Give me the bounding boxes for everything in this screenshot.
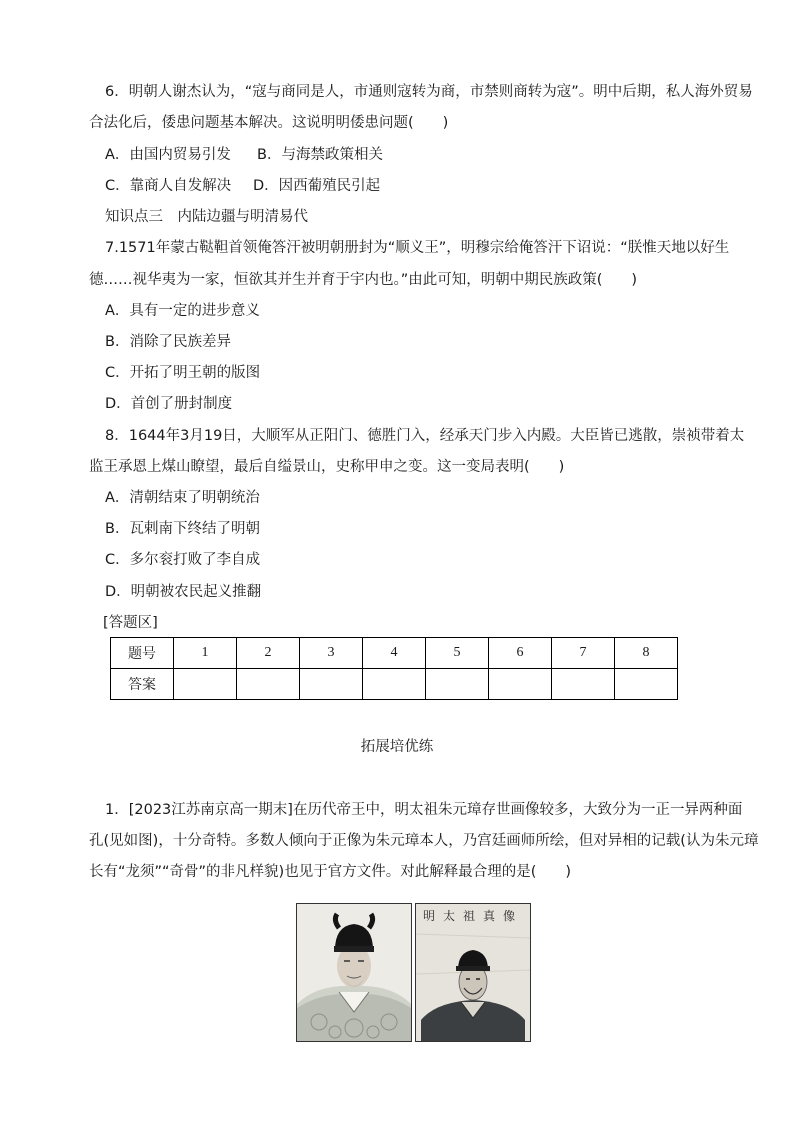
answer-header: 答案: [111, 669, 174, 700]
q7-option-b[interactable]: B．消除了民族差异: [105, 334, 231, 350]
portrait-caption: 明太祖真像: [422, 909, 523, 923]
question-number-cell: 1: [174, 638, 237, 669]
answer-table-row-answers: [111, 669, 678, 700]
answer-cell[interactable]: [363, 669, 426, 700]
q6-options-row2: [105, 176, 380, 196]
question-number-header: 题号: [111, 638, 174, 669]
extension-section-title: 拓展培优练: [360, 739, 434, 755]
question-number-cell: 2: [237, 638, 300, 669]
q8-stem-line1: 8．1644年3月19日，大顺军从正阳门、德胜门入，经承天门步入内殿。大臣皆已逃散，崇祯带着太: [105, 428, 745, 444]
q8-option-b[interactable]: B．瓦剌南下终结了明朝: [105, 521, 260, 537]
question-number-cell: 8: [615, 638, 678, 669]
answer-cell[interactable]: [489, 669, 552, 700]
q7-stem-line2: 德……视华夷为一家，恒欲其并生并育于宇内也。”由此可知，明朝中期民族政策( ): [89, 272, 638, 288]
q7-option-d[interactable]: D．首创了册封制度: [105, 396, 233, 412]
answer-cell[interactable]: [174, 669, 237, 700]
answer-cell[interactable]: [426, 669, 489, 700]
q6-options-row1: [105, 145, 383, 165]
q7-stem-line1: 7.1571年蒙古鞑靼首领俺答汗被明朝册封为“顺义王”，明穆宗给俺答汗下诏说：“朕惟天地以好生: [105, 240, 730, 256]
q6-option-b[interactable]: B．与海禁政策相关: [257, 147, 383, 163]
question-number-cell: 6: [489, 638, 552, 669]
section-heading: 知识点三 内陆边疆与明清易代: [105, 209, 308, 225]
ext-q1-stem-line2: 孔(见如图)，十分奇特。多数人倾向于正像为朱元璋本人，乃宫廷画师所绘，但对异相的记载(认为朱元璋: [89, 833, 759, 849]
q6-option-c[interactable]: C．靠商人自发解决: [105, 178, 232, 194]
ext-q1-stem-line3: 长有“龙须”“奇骨”的非凡样貌)也见于官方文件。对此解释最合理的是( ): [89, 864, 572, 880]
answer-cell[interactable]: [615, 669, 678, 700]
question-number-cell: 4: [363, 638, 426, 669]
answer-area-label: [答题区]: [103, 615, 158, 631]
answer-cell[interactable]: [300, 669, 363, 700]
portrait-unusual-image: [415, 903, 531, 1042]
q6-stem-line2: 合法化后，倭患问题基本解决。这说明明倭患问题( ): [89, 115, 449, 131]
q7-option-c[interactable]: C．开拓了明王朝的版图: [105, 365, 261, 381]
question-number-cell: 3: [300, 638, 363, 669]
ext-q1-stem-line1: 1．[2023江苏南京高一期末]在历代帝王中，明太祖朱元璋存世画像较多，大致分为一正一异两种面: [105, 802, 743, 818]
answer-table-row-numbers: [111, 638, 678, 669]
portrait-standard-image: [296, 903, 412, 1042]
q7-option-a[interactable]: A．具有一定的进步意义: [105, 303, 260, 319]
q8-stem-line2: 监王承恩上煤山瞭望，最后自缢景山，史称甲申之变。这一变局表明( ): [89, 459, 565, 475]
question-number-cell: 5: [426, 638, 489, 669]
q8-option-a[interactable]: A．清朝结束了明朝统治: [105, 490, 260, 506]
answer-cell[interactable]: [552, 669, 615, 700]
answer-table: [110, 637, 678, 700]
answer-cell[interactable]: [237, 669, 300, 700]
q6-option-d[interactable]: D．因西葡殖民引起: [253, 178, 381, 194]
q8-option-c[interactable]: C．多尔衮打败了李自成: [105, 552, 261, 568]
question-number-cell: 7: [552, 638, 615, 669]
q6-stem-line1: 6．明朝人谢杰认为，“寇与商同是人，市通则寇转为商，市禁则商转为寇”。明中后期，私人海外贸易: [105, 84, 753, 100]
q6-option-a[interactable]: A．由国内贸易引发: [105, 147, 231, 163]
q8-option-d[interactable]: D．明朝被农民起义推翻: [105, 584, 262, 600]
